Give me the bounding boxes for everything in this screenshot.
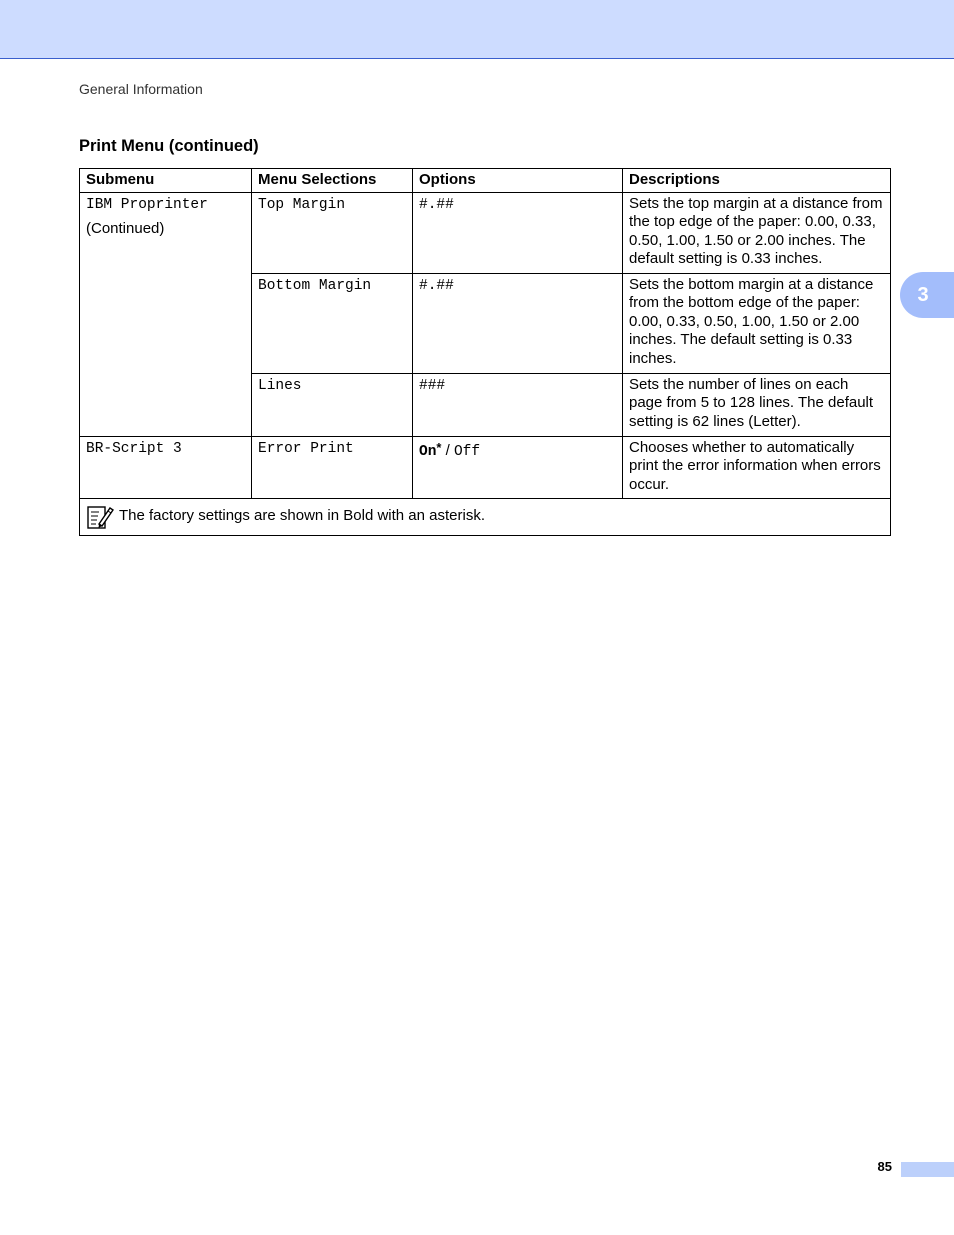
page-number: 85 <box>877 1159 892 1174</box>
description-cell: Sets the number of lines on each page from 5 to 128 lines. The default setting is 62 lines (Letter). <box>623 373 891 436</box>
option-value: #.## <box>419 196 454 213</box>
column-header-descriptions: Descriptions <box>623 169 891 193</box>
print-menu-table <box>79 168 891 536</box>
running-header: General Information <box>79 81 203 97</box>
option-value: ### <box>419 377 446 394</box>
selection-cell <box>252 273 413 373</box>
default-asterisk: * <box>436 439 442 455</box>
submenu-name: BR-Script 3 <box>86 440 182 457</box>
note-pencil-icon <box>86 503 114 531</box>
note <box>86 503 884 531</box>
option-value: #.## <box>419 277 454 294</box>
selection-cell <box>252 192 413 273</box>
option-cell <box>413 436 623 498</box>
description-cell: Sets the bottom margin at a distance from the bottom edge of the paper: 0.00, 0.33, 0.50, 1.00, 1.50 or 2.00 inches. The default setting is 0.33 inches. <box>623 273 891 373</box>
top-band <box>0 0 954 59</box>
selection-cell <box>252 373 413 436</box>
option-cell <box>413 373 623 436</box>
column-header-options: Options <box>413 169 623 193</box>
note-text: The factory settings are shown in Bold with an asterisk. <box>119 507 486 525</box>
option-value: Off <box>453 443 481 460</box>
submenu-cell <box>80 436 252 498</box>
selection-cell <box>252 436 413 498</box>
option-default-value: On <box>419 443 437 460</box>
submenu-name: IBM Proprinter <box>86 196 208 213</box>
submenu-note: (Continued) <box>86 220 165 237</box>
note-row <box>80 498 891 535</box>
table-row <box>80 192 891 273</box>
column-header-menu-selections: Menu Selections <box>252 169 413 193</box>
option-separator: / <box>441 441 454 459</box>
table-row <box>80 436 891 498</box>
selection-name: Lines <box>258 377 302 394</box>
selection-name: Error Print <box>258 440 354 457</box>
option-cell <box>413 192 623 273</box>
note-cell <box>80 498 891 535</box>
description-cell: Chooses whether to automatically print the error information when errors occur. <box>623 436 891 498</box>
table-header-row <box>80 169 891 193</box>
chapter-tab: 3 <box>900 272 954 318</box>
selection-name: Top Margin <box>258 196 346 213</box>
section-title: Print Menu (continued) <box>79 137 259 155</box>
description-cell: Sets the top margin at a distance from the top edge of the paper: 0.00, 0.33, 0.50, 1.00, 1.50 or 2.00 inches. The default setting is 0.33 inches. <box>623 192 891 273</box>
footer-bar <box>901 1162 954 1177</box>
column-header-submenu: Submenu <box>80 169 252 193</box>
selection-name: Bottom Margin <box>258 277 372 294</box>
submenu-cell <box>80 192 252 436</box>
option-cell <box>413 273 623 373</box>
